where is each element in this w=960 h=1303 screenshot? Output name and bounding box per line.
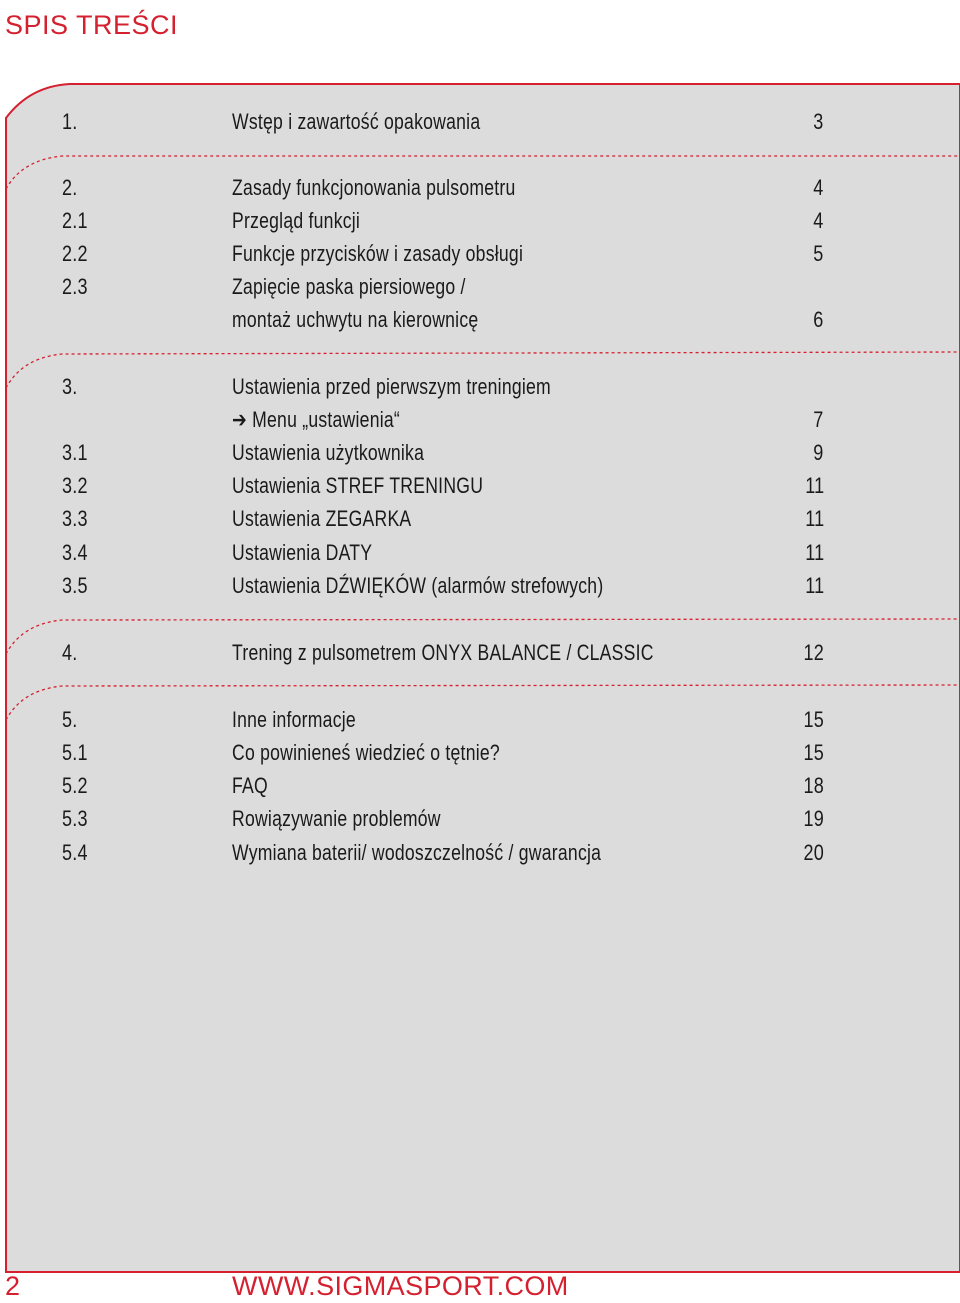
toc-row[interactable]: [0, 569, 960, 603]
toc-number: 3.1: [62, 440, 88, 465]
toc-page: 11: [804, 540, 824, 565]
toc-title: Ustawienia ZEGARKA: [232, 506, 412, 531]
toc-page: 4: [813, 175, 824, 200]
toc-page: 15: [803, 707, 824, 732]
toc-title: Zasady funkcjonowania pulsometru: [232, 175, 516, 200]
toc-row[interactable]: [0, 436, 960, 470]
toc-page: 18: [803, 773, 824, 798]
toc-page: 3: [813, 109, 824, 134]
page-title: SPIS TREŚCI: [5, 10, 179, 40]
toc-number: 3.3: [62, 506, 88, 531]
toc-row[interactable]: [0, 204, 960, 238]
toc-number: 2.3: [62, 274, 88, 299]
toc-row[interactable]: [0, 703, 960, 737]
toc-title: Ustawienia użytkownika: [232, 440, 425, 465]
toc-number: 5.: [62, 707, 78, 732]
toc-row[interactable]: [0, 736, 960, 770]
toc-page: 7: [813, 407, 824, 432]
toc-row[interactable]: [0, 105, 960, 139]
toc-number: 5.1: [62, 740, 88, 765]
toc-title: Wymiana baterii/ wodoszczelność / gwarancja: [232, 840, 602, 865]
toc-page: 11: [804, 473, 824, 498]
toc-title: Przegląd funkcji: [232, 208, 361, 233]
toc-title: montaż uchwytu na kierownicę: [232, 307, 479, 332]
toc-title: Ustawienia DŹWIĘKÓW (alarmów strefowych): [232, 573, 604, 598]
toc-row[interactable]: [0, 469, 960, 503]
toc-number: 2.: [62, 175, 78, 200]
toc-page: 19: [803, 806, 824, 831]
toc-title: FAQ: [232, 773, 268, 798]
toc-page: 9: [813, 440, 824, 465]
toc-title: Trening z pulsometrem ONYX BALANCE / CLASSIC: [232, 640, 654, 665]
toc-title: Inne informacje: [232, 707, 356, 732]
toc-row[interactable]: [0, 802, 960, 836]
toc-page: 11: [804, 506, 824, 531]
toc-page: 15: [803, 740, 824, 765]
toc-number: 4.: [62, 640, 78, 665]
toc-row[interactable]: [0, 502, 960, 536]
toc-row[interactable]: [0, 536, 960, 570]
toc-page: 4: [813, 208, 824, 233]
toc-number: 3.4: [62, 540, 88, 565]
toc-number: 5.3: [62, 806, 88, 831]
toc-title: Funkcje przycisków i zasady obsługi: [232, 241, 524, 266]
toc-row[interactable]: [0, 171, 960, 205]
toc-page: 6: [813, 307, 824, 332]
toc-title: Rowiązywanie problemów: [232, 806, 441, 831]
toc-title: Ustawienia STREF TRENINGU: [232, 473, 484, 498]
toc-row[interactable]: [0, 370, 960, 404]
toc-number: 2.1: [62, 208, 88, 233]
toc-row[interactable]: [0, 403, 960, 437]
toc-row[interactable]: [0, 270, 960, 304]
toc-number: 1.: [62, 109, 78, 134]
toc-number: 3.2: [62, 473, 88, 498]
toc-title: Wstęp i zawartość opakowania: [232, 109, 481, 134]
toc-number: 3.5: [62, 573, 88, 598]
toc-title: Ustawienia DATY: [232, 540, 373, 565]
toc-title: Co powinieneś wiedzieć o tętnie?: [232, 740, 500, 765]
toc-page: 11: [804, 573, 824, 598]
toc-title: Zapięcie paska piersiowego /: [232, 274, 466, 299]
website-url[interactable]: WWW.SIGMASPORT.COM: [232, 1271, 569, 1301]
toc-row[interactable]: [0, 237, 960, 271]
toc-title: ➔ Menu „ustawienia“: [232, 407, 400, 432]
toc-row[interactable]: [0, 836, 960, 870]
toc-number: 5.4: [62, 840, 88, 865]
toc-number: 3.: [62, 374, 78, 399]
toc-row[interactable]: [0, 769, 960, 803]
toc-row[interactable]: [0, 303, 960, 337]
toc-page: 12: [803, 640, 824, 665]
page-number: 2: [5, 1271, 21, 1301]
toc-page: 5: [813, 241, 824, 266]
toc-page: 20: [803, 840, 824, 865]
toc-row[interactable]: [0, 636, 960, 670]
toc-number: 2.2: [62, 241, 88, 266]
toc-number: 5.2: [62, 773, 88, 798]
toc-title: Ustawienia przed pierwszym treningiem: [232, 374, 551, 399]
